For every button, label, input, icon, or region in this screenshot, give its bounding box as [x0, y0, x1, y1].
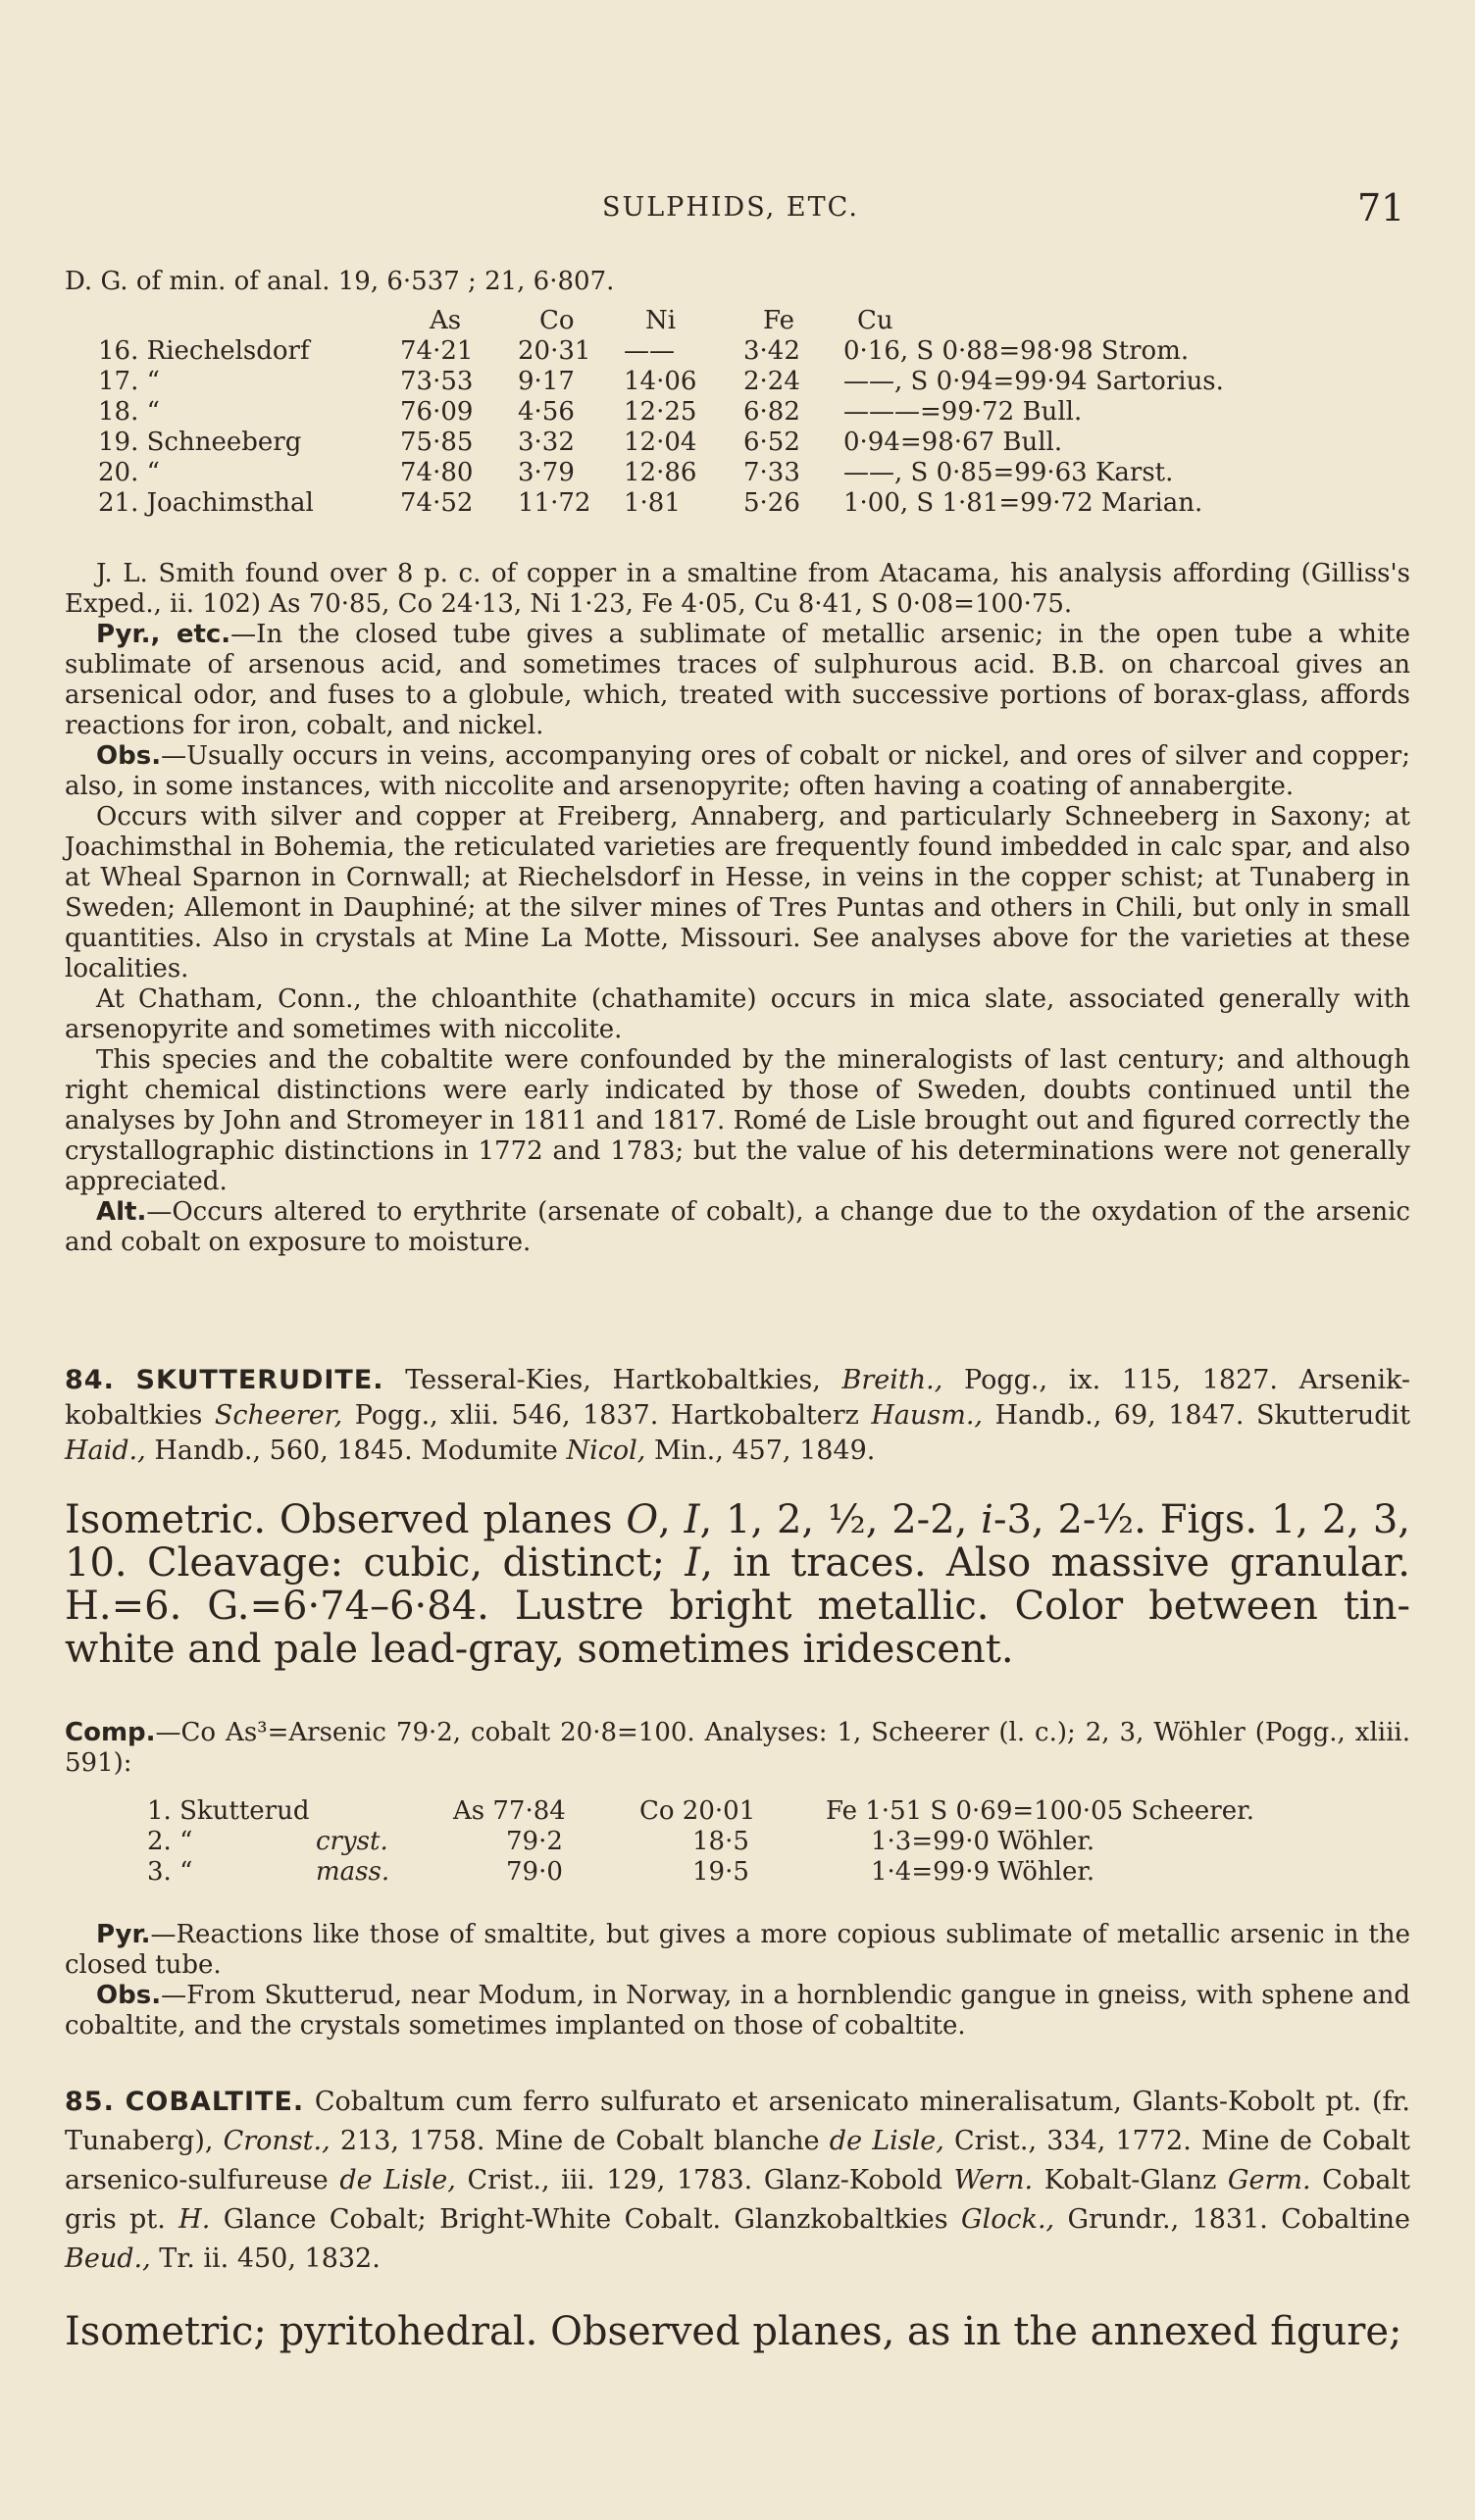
- cell-rest: Fe 1·51 S 0·69=100·05 Scheerer.: [826, 1796, 1254, 1826]
- cell-ni: 14·06: [624, 367, 697, 396]
- cell-co: 11·72: [518, 488, 591, 518]
- cell-co: 3·79: [518, 458, 575, 487]
- cell-variety: cryst.: [316, 1827, 388, 1856]
- cell-cu-rest: ——, S 0·85=99·63 Karst.: [843, 458, 1174, 487]
- history-paragraph: This species and the cobaltite were confounded by the mineralogists of last century; and although right chemical distinctions were early indicated by those of Sweden, doubts continued until the analyses by John and Stromeyer in 1811 and 1817. Romé de Lisle brought out and figured correctly the crystallographic distinctions in 1772 and 1783; but the value of his determinations were not generally appreciated.: [65, 1045, 1410, 1196]
- pyr-text: —In the closed tube gives a sublimate of metallic arsenic; in the open tube a white sublimate of arsenous acid, and sometimes traces of sulphurous acid. B.B. on charcoal gives an arsenical odor, and fuses to a globule, which, treated with successive portions of borax-glass, affords reactions for iron, cobalt, and nickel.: [65, 620, 1410, 740]
- obs-paragraph: [65, 1981, 1410, 2041]
- author-ref: Germ.: [1227, 2165, 1311, 2195]
- cell-fe: 2·24: [743, 367, 800, 396]
- occurrence-paragraph: Occurs with silver and copper at Freiberg, Annaberg, and particularly Schneeberg in Saxony; at Joachimsthal in Bohemia, the reticulated varieties are frequently found imbedded in calc spar, and also at Wheal Sparnon in Cornwall; at Riechelsdorf in Hesse, in veins in the copper schist; at Tunaberg in Sweden; Allemont in Dauphiné; at the silver mines of Tres Puntas and others in Chili, but only in small quantities. Also in crystals at Mine La Motte, Missouri. See analyses above for the varieties at these localities.: [65, 802, 1410, 983]
- mineral-name: COBALTITE.: [125, 2087, 305, 2117]
- cell-fe: 6·82: [743, 397, 800, 427]
- cell-co: 9·17: [518, 367, 575, 396]
- cell-locality: 18. “: [98, 397, 160, 427]
- cell-as: 79·0: [506, 1857, 563, 1887]
- synonym-text: 213, 1758. Mine de Cobalt blanche: [339, 2126, 820, 2156]
- analysis-table-2: [147, 1796, 1254, 1888]
- skutterudite-description: [65, 1498, 1410, 1671]
- comp-label: Comp.: [65, 1718, 156, 1747]
- table-row: [98, 458, 1224, 488]
- dg-line: D. G. of min. of anal. 19, 6·537 ; 21, 6·807.: [65, 267, 615, 296]
- author-ref: Glock.,: [961, 2204, 1055, 2235]
- author-ref: Nicol,: [566, 1436, 646, 1466]
- pyr-label: Pyr., etc.: [96, 620, 231, 649]
- col-header-ni: Ni: [645, 306, 677, 335]
- cell-ni: ——: [624, 336, 675, 366]
- cell-locality: 17. “: [98, 367, 160, 396]
- cell-locality: 16. Riechelsdorf: [98, 336, 310, 366]
- desc-symbol: I: [684, 1497, 700, 1542]
- synonym-text: Cobalt gris pt.: [65, 2165, 1410, 2235]
- desc-text: -3, 2-½. Figs. 1, 2, 3, 10. Cleavage: cubic, distinct;: [65, 1497, 1411, 1586]
- author-ref: de Lisle,: [339, 2165, 456, 2195]
- obs-text: —Usually occurs in veins, accompanying ores of cobalt or nickel, and ores of silver and copper; also, in some instances, with niccolite and arsenopyrite; often having a coating of annabergite.: [65, 741, 1410, 801]
- cell-fe: 5·26: [743, 488, 800, 518]
- pyr-text: —Reactions like those of smaltite, but gives a more copious sublimate of metallic arsenic in the closed tube.: [65, 1920, 1410, 1980]
- cell-co: 20·31: [518, 336, 591, 366]
- author-ref: Scheerer,: [214, 1400, 343, 1431]
- section-number: 84.: [65, 1365, 115, 1395]
- col-header-co: Co: [539, 306, 575, 335]
- skutterudite-heading: [65, 1363, 1410, 1469]
- cell-locality: 21. Joachimsthal: [98, 488, 314, 518]
- skutterudite-composition: [65, 1718, 1410, 1779]
- synonym-text: Crist., 334, 1772. Mine de Cobalt arsenico-sulfureuse: [65, 2126, 1410, 2195]
- table-row: [147, 1827, 1254, 1857]
- col-header-fe: Fe: [763, 306, 795, 335]
- cell-variety: mass.: [316, 1857, 390, 1887]
- synonym-text: Tesseral-Kies, Hartkobaltkies,: [405, 1365, 821, 1395]
- cell-as: 79·2: [506, 1827, 563, 1856]
- author-ref: Cronst.,: [223, 2126, 331, 2156]
- alt-label: Alt.: [96, 1197, 147, 1227]
- cell-as: 76·09: [400, 397, 474, 427]
- alt-paragraph: [65, 1197, 1410, 1258]
- desc-text: , in traces. Also massive granular. H.=6. G.=6·74–6·84. Lustre bright metallic. Color between tin-white and pale lead-gray, sometimes iridescent.: [65, 1540, 1411, 1672]
- pyr-paragraph: [65, 1920, 1410, 1981]
- cell-co: Co 20·01: [639, 1796, 756, 1826]
- col-header-as: As: [430, 306, 462, 335]
- cell-ni: 12·04: [624, 428, 697, 457]
- author-ref: Beud.,: [65, 2243, 151, 2274]
- synonym-text: Glance Cobalt; Bright-White Cobalt. Glanzkobaltkies: [223, 2204, 948, 2235]
- cell-fe: 7·33: [743, 458, 800, 487]
- cell-rest: 1·3=99·0 Wöhler.: [871, 1827, 1095, 1856]
- desc-symbol: i: [981, 1497, 993, 1542]
- synonym-text: Handb., 69, 1847. Skutterudit: [994, 1400, 1410, 1431]
- cell-locality: 20. “: [98, 458, 160, 487]
- cell-ni: 12·25: [624, 397, 697, 427]
- cell-as: As 77·84: [453, 1796, 566, 1826]
- cell-co: 4·56: [518, 397, 575, 427]
- obs-label: Obs.: [96, 1981, 162, 2010]
- desc-text: Isometric. Observed planes: [65, 1497, 613, 1542]
- pyr-paragraph: [65, 620, 1410, 741]
- cell-as: 74·21: [400, 336, 474, 366]
- table-row: [147, 1796, 1254, 1827]
- cell-co: 19·5: [692, 1857, 749, 1887]
- cell-cu-rest: ———=99·72 Bull.: [843, 397, 1083, 427]
- chloanthite-text-block: [65, 559, 1410, 1258]
- page-number: 71: [1357, 186, 1405, 229]
- synonym-text: Handb., 560, 1845. Modumite: [154, 1436, 558, 1466]
- synonym-text: Cobaltum cum ferro sulfurato et arsenicato mineralisatum, Glants-Kobolt pt. (fr. Tunaberg),: [65, 2087, 1410, 2156]
- synonym-text: Pogg., ix. 115, 1827. Arsenik-kobaltkies: [65, 1365, 1410, 1431]
- section-number: 85.: [65, 2087, 115, 2117]
- table-row: [98, 397, 1224, 428]
- author-ref: Haid.,: [65, 1436, 146, 1466]
- cell-cu-rest: ——, S 0·94=99·94 Sartorius.: [843, 367, 1224, 396]
- obs-text: —From Skutterud, near Modum, in Norway, in a hornblendic gangue in gneiss, with sphene and cobaltite, and the crystals sometimes implanted on those of cobaltite.: [65, 1981, 1410, 2041]
- author-ref: Breith.,: [841, 1365, 943, 1395]
- author-ref: Wern.: [953, 2165, 1034, 2195]
- table-row: [98, 488, 1224, 519]
- cell-locality: 19. Schneeberg: [98, 428, 302, 457]
- table-row: [98, 336, 1224, 367]
- cell-locality: 2. “: [147, 1827, 193, 1856]
- cell-locality: 3. “: [147, 1857, 193, 1887]
- running-header: SULPHIDS, ETC.: [602, 192, 859, 223]
- table-row: [98, 367, 1224, 397]
- synonym-text: Tr. ii. 450, 1832.: [159, 2243, 381, 2274]
- obs-label: Obs.: [96, 741, 162, 771]
- cell-as: 74·80: [400, 458, 474, 487]
- cell-cu-rest: 0·94=98·67 Bull.: [843, 428, 1063, 457]
- chatham-paragraph: At Chatham, Conn., the chloanthite (chathamite) occurs in mica slate, associated generally with arsenopyrite and sometimes with niccolite.: [65, 984, 1410, 1044]
- cell-ni: 12·86: [624, 458, 697, 487]
- table-row: [98, 428, 1224, 458]
- author-ref: Hausm.,: [871, 1400, 984, 1431]
- table-row: [147, 1857, 1254, 1888]
- table-header-row: [98, 306, 1224, 336]
- cell-cu-rest: 0·16, S 0·88=98·98 Strom.: [843, 336, 1190, 366]
- cell-fe: 3·42: [743, 336, 800, 366]
- cell-rest: 1·4=99·9 Wöhler.: [871, 1857, 1095, 1887]
- cell-as: 74·52: [400, 488, 474, 518]
- desc-text: , 1, 2, ½, 2-2,: [699, 1497, 968, 1542]
- synonym-text: Min., 457, 1849.: [653, 1436, 876, 1466]
- cobaltite-heading: [65, 2083, 1410, 2279]
- mineral-name: SKUTTERUDITE.: [135, 1365, 384, 1395]
- author-ref: de Lisle,: [829, 2126, 944, 2156]
- cell-locality: 1. Skutterud: [147, 1796, 310, 1826]
- cell-as: 73·53: [400, 367, 474, 396]
- cell-co: 3·32: [518, 428, 575, 457]
- alt-text: —Occurs altered to erythrite (arsenate of cobalt), a change due to the oxydation of the arsenic and cobalt on exposure to moisture.: [65, 1197, 1410, 1257]
- synonym-text: Kobalt-Glanz: [1043, 2165, 1217, 2195]
- skutterudite-notes: [65, 1920, 1410, 2041]
- pyr-label: Pyr.: [96, 1920, 151, 1949]
- synonym-text: Pogg., xlii. 546, 1837. Hartkobalterz: [354, 1400, 859, 1431]
- col-header-cu: Cu: [857, 306, 893, 335]
- author-ref: H.: [178, 2204, 211, 2235]
- synonym-text: Crist., iii. 129, 1783. Glanz-Kobold: [467, 2165, 943, 2195]
- cell-as: 75·85: [400, 428, 474, 457]
- desc-symbol: I: [685, 1540, 701, 1586]
- cell-co: 18·5: [692, 1827, 749, 1856]
- cell-fe: 6·52: [743, 428, 800, 457]
- cell-cu-rest: 1·00, S 1·81=99·72 Marian.: [843, 488, 1203, 518]
- desc-symbol: O: [626, 1497, 659, 1542]
- comp-text: —Co As³=Arsenic 79·2, cobalt 20·8=100. Analyses: 1, Scheerer (l. c.); 2, 3, Wöhler (Pogg., xliii. 591):: [65, 1718, 1410, 1778]
- obs-paragraph: [65, 741, 1410, 802]
- synonym-text: Grundr., 1831. Cobaltine: [1067, 2204, 1411, 2235]
- analysis-table-1: [98, 306, 1224, 519]
- desc-text: ,: [658, 1497, 671, 1542]
- cell-ni: 1·81: [624, 488, 681, 518]
- smith-paragraph: J. L. Smith found over 8 p. c. of copper in a smaltine from Atacama, his analysis affording (Gilliss's Exped., ii. 102) As 70·85, Co 24·13, Ni 1·23, Fe 4·05, Cu 8·41, S 0·08=100·75.: [65, 559, 1410, 619]
- cobaltite-description: Isometric; pyritohedral. Observed planes, as in the annexed figure;: [65, 2309, 1402, 2354]
